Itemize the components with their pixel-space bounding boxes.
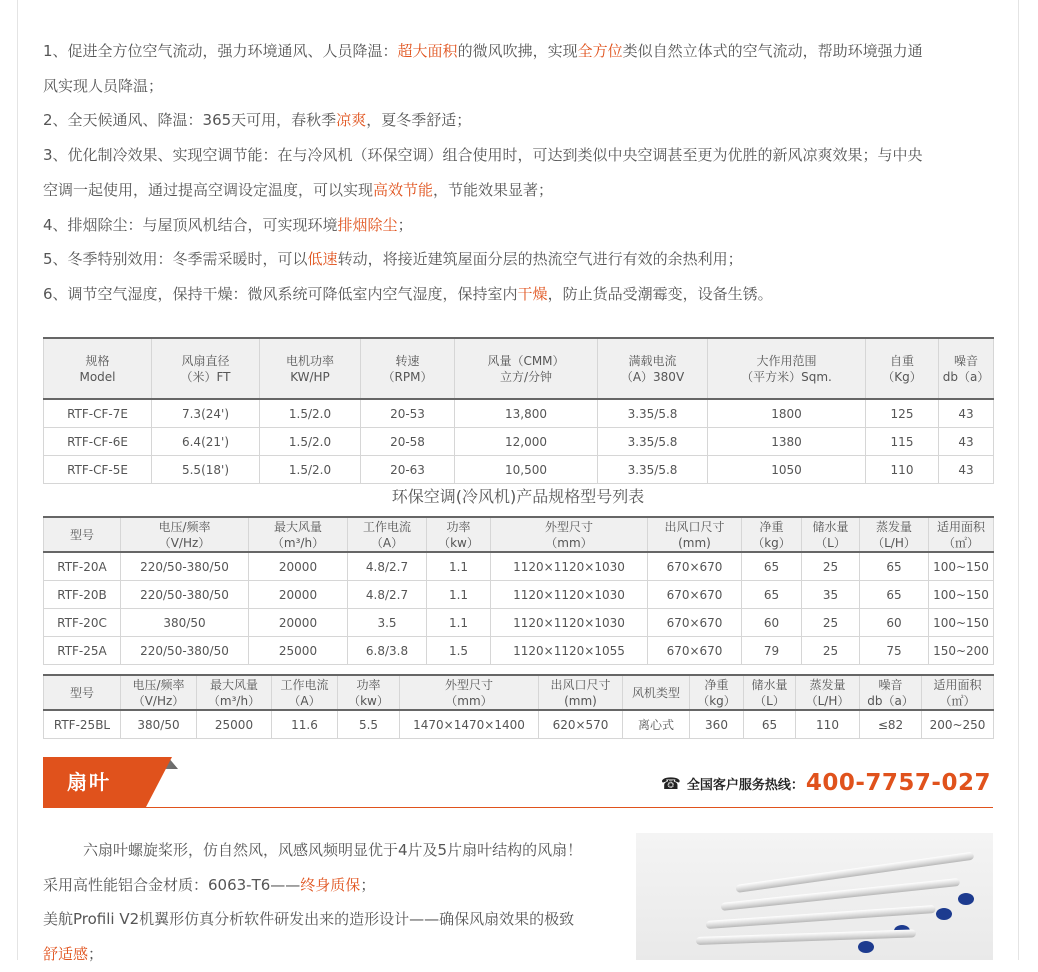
- header-line: 风扇直径: [181, 353, 230, 368]
- header-line: 外型尺寸: [544, 519, 593, 534]
- header-line: （L）: [815, 535, 846, 550]
- header-line: 风机类型: [631, 685, 680, 700]
- t1-header-1: [152, 338, 260, 399]
- table-cell: 75: [860, 637, 929, 665]
- header-line: 储水量: [812, 519, 849, 534]
- t1-header-5: [598, 338, 708, 399]
- fan-blade-image: [636, 833, 993, 960]
- table-cell: 1.5/2.0: [260, 428, 361, 456]
- table-cell: 1.1: [427, 581, 491, 609]
- section-title-tab: 扇叶: [43, 757, 146, 807]
- header-line: 蒸发量: [809, 677, 846, 692]
- table-cell: 60: [742, 609, 802, 637]
- t1-header-7: [866, 338, 939, 399]
- header-line: 电压/频率: [132, 677, 185, 692]
- header-line: 适用面积: [933, 677, 982, 692]
- header-line: 电压/频率: [158, 519, 211, 534]
- table-cell: 670×670: [648, 581, 742, 609]
- table-cell: 380/50: [121, 710, 197, 739]
- header-line: （mm）: [545, 535, 593, 550]
- desc-para-3-cont: 舒适感；: [43, 945, 104, 964]
- header-line: 电机功率: [285, 353, 334, 368]
- header-line: （Kg）: [882, 369, 922, 384]
- header-line: db（a）: [867, 693, 914, 708]
- table-cell: RTF-25BL: [44, 710, 121, 739]
- header-line: 储水量: [751, 677, 788, 692]
- table-cell: 20-63: [361, 456, 455, 484]
- blade-tip-2: [936, 908, 952, 920]
- table-cell: 360: [690, 710, 744, 739]
- table-cell: 43: [939, 399, 994, 428]
- table-cell: 670×670: [648, 552, 742, 581]
- table-cell: 11.6: [272, 710, 338, 739]
- table-cell: 100~150: [929, 609, 994, 637]
- table-cell: 20000: [249, 609, 348, 637]
- t1-header-4: [455, 338, 598, 399]
- t1-header-3: [361, 338, 455, 399]
- table-cell: 3.35/5.8: [598, 399, 708, 428]
- table-cell: 125: [866, 399, 939, 428]
- table-row: [44, 399, 994, 428]
- table-cell: 220/50-380/50: [121, 581, 249, 609]
- blade-4: [696, 929, 916, 945]
- table-cell: 65: [742, 581, 802, 609]
- feature-4: 4、排烟除尘：与屋顶风机结合，可实现环境排烟除尘；: [43, 215, 413, 234]
- cooler-spec-table: [43, 516, 994, 665]
- desc-para-2: 采用高性能铝合金材质：6063-T6——终身质保；: [43, 875, 376, 894]
- t3-header-0: [44, 675, 121, 710]
- blade-description: [43, 833, 623, 972]
- table-cell: 110: [796, 710, 860, 739]
- table-cell: 25000: [197, 710, 272, 739]
- table-cell: 65: [742, 552, 802, 581]
- t3-header-1: [121, 675, 197, 710]
- table-cell: RTF-25A: [44, 637, 121, 665]
- table-cell: 1.1: [427, 609, 491, 637]
- header-line: 净重: [759, 519, 784, 534]
- table-cell: 100~150: [929, 552, 994, 581]
- table-cell: 1.5/2.0: [260, 399, 361, 428]
- table-cell: 1.1: [427, 552, 491, 581]
- table-cell: 12,000: [455, 428, 598, 456]
- table-cell: 25: [802, 609, 860, 637]
- header-line: 外型尺寸: [444, 677, 493, 692]
- table-cell: 1.5: [427, 637, 491, 665]
- table-row: [44, 609, 994, 637]
- table-cell: 1120×1120×1030: [491, 552, 648, 581]
- table-cell: 43: [939, 428, 994, 456]
- table-cell: RTF-CF-7E: [44, 399, 152, 428]
- t3-header-3: [272, 675, 338, 710]
- header-line: （kw）: [348, 693, 389, 708]
- table-cell: 1120×1120×1055: [491, 637, 648, 665]
- table-cell: RTF-20A: [44, 552, 121, 581]
- header-line: 噪音: [878, 677, 903, 692]
- table-cell: RTF-20B: [44, 581, 121, 609]
- table-cell: 20-58: [361, 428, 455, 456]
- table-row: [44, 456, 994, 484]
- table-cell: 3.5: [348, 609, 427, 637]
- t2-header-2: [249, 517, 348, 552]
- header-line: 大作用范围: [756, 353, 817, 368]
- table-cell: 65: [860, 552, 929, 581]
- table-cell: 10,500: [455, 456, 598, 484]
- table-cell: 25: [802, 552, 860, 581]
- header-line: 适用面积: [936, 519, 985, 534]
- table-cell: 3.35/5.8: [598, 456, 708, 484]
- table-cell: RTF-CF-6E: [44, 428, 152, 456]
- t1-header-8: [939, 338, 994, 399]
- cooler-table-title: 环保空调(冷风机)产品规格型号列表: [391, 487, 645, 506]
- header-line: 型号: [69, 527, 94, 542]
- table-cell: 670×670: [648, 637, 742, 665]
- feature-list: [43, 34, 993, 312]
- table-cell: 5.5: [338, 710, 400, 739]
- feature-1: 1、促进全方位空气流动，强力环境通风、人员降温：超大面积的微风吹拂，实现全方位类似自然立体式的空气流动，帮助环境强力通: [43, 42, 923, 60]
- header-line: （A）: [288, 693, 321, 708]
- t1-header-6: [708, 338, 866, 399]
- blade-tip-1: [958, 893, 974, 905]
- t1-header-2: [260, 338, 361, 399]
- header-line: Model: [79, 369, 116, 384]
- header-line: 型号: [69, 685, 94, 700]
- table-cell: 670×670: [648, 609, 742, 637]
- phone-icon: ☎: [660, 773, 681, 793]
- table-cell: RTF-20C: [44, 609, 121, 637]
- header-line: KW/HP: [290, 369, 330, 384]
- t2-header-5: [491, 517, 648, 552]
- t2-header-7: [742, 517, 802, 552]
- table-cell: 20-53: [361, 399, 455, 428]
- table-cell: 79: [742, 637, 802, 665]
- header-line: 出风口尺寸: [550, 677, 611, 692]
- feature-3-cont: 空调一起使用，通过提高空调设定温度，可以实现高效节能，节能效果显著；: [43, 180, 554, 199]
- table-row: [44, 428, 994, 456]
- header-line: （㎡）: [939, 693, 976, 708]
- header-line: 工作电流: [280, 677, 329, 692]
- table-cell: 4.8/2.7: [348, 581, 427, 609]
- t3-header-4: [338, 675, 400, 710]
- t2-header-10: [929, 517, 994, 552]
- table-row: [44, 637, 994, 665]
- header-line: 净重: [704, 677, 729, 692]
- header-line: 自重: [889, 353, 914, 368]
- header-line: 规格: [85, 353, 110, 368]
- table-cell: 100~150: [929, 581, 994, 609]
- table-cell: 150~200: [929, 637, 994, 665]
- header-line: 出风口尺寸: [664, 519, 725, 534]
- header-line: （m³/h）: [207, 693, 261, 708]
- table-cell: 115: [866, 428, 939, 456]
- table-cell: 380/50: [121, 609, 249, 637]
- table-cell: 620×570: [539, 710, 623, 739]
- header-line: （㎡）: [942, 535, 979, 550]
- header-line: (mm): [678, 535, 711, 550]
- table-cell: 5.5(18'): [152, 456, 260, 484]
- table-cell: 6.4(21'): [152, 428, 260, 456]
- section-header: [43, 757, 993, 808]
- table-cell: 43: [939, 456, 994, 484]
- table-cell: 1050: [708, 456, 866, 484]
- header-line: （L/H）: [872, 535, 916, 550]
- table-cell: 1380: [708, 428, 866, 456]
- table-cell: 1120×1120×1030: [491, 581, 648, 609]
- table-cell: 13,800: [455, 399, 598, 428]
- header-line: （RPM）: [382, 369, 433, 384]
- table-row: [44, 552, 994, 581]
- table-cell: 1120×1120×1030: [491, 609, 648, 637]
- t3-header-11: [860, 675, 922, 710]
- table-cell: 1470×1470×1400: [400, 710, 539, 739]
- header-line: 工作电流: [362, 519, 411, 534]
- header-line: （V/Hz）: [132, 693, 185, 708]
- t2-header-4: [427, 517, 491, 552]
- header-line: 满载电流: [628, 353, 677, 368]
- header-line: （mm）: [445, 693, 493, 708]
- table-cell: 1800: [708, 399, 866, 428]
- feature-6: 6、调节空气湿度，保持干燥：微风系统可降低室内空气湿度，保持室内干燥，防止货品受潮霉变，设备生锈。: [43, 284, 773, 303]
- table-cell: 7.3(24'): [152, 399, 260, 428]
- table-cell: 35: [802, 581, 860, 609]
- table-row: [44, 581, 994, 609]
- header-line: （L）: [754, 693, 785, 708]
- t3-header-9: [744, 675, 796, 710]
- t2-header-8: [802, 517, 860, 552]
- t1-header-0: [44, 338, 152, 399]
- t3-header-7: [623, 675, 690, 710]
- feature-3: 3、优化制冷效果、实现空调节能：在与冷风机（环保空调）组合使用时，可达到类似中央空调甚至更为优胜的新风凉爽效果；与中央: [43, 146, 923, 165]
- table-cell: 20000: [249, 552, 348, 581]
- header-line: （平方米）Sqm.: [741, 369, 832, 384]
- table-cell: 离心式: [623, 710, 690, 739]
- t3-header-8: [690, 675, 744, 710]
- t2-header-0: [44, 517, 121, 552]
- header-line: （A）380V: [620, 369, 685, 384]
- cooler-spec-table-2: [43, 674, 994, 739]
- header-line: 立方/分钟: [499, 369, 553, 384]
- fan-spec-table: [43, 337, 994, 484]
- header-line: 功率: [356, 677, 381, 692]
- t2-header-3: [348, 517, 427, 552]
- feature-2: 2、全天候通风、降温：365天可用，春秋季凉爽，夏冬季舒适；: [43, 111, 472, 130]
- table-cell: 65: [744, 710, 796, 739]
- t3-header-10: [796, 675, 860, 710]
- table-cell: 200~250: [922, 710, 994, 739]
- table-cell: 6.8/3.8: [348, 637, 427, 665]
- header-line: （V/Hz）: [158, 535, 211, 550]
- hotline-label: 全国客户服务热线：: [686, 777, 804, 793]
- feature-1-cont: 风实现人员降温；: [43, 76, 164, 95]
- desc-para-1: 六扇叶螺旋桨形，仿自然风，风感风频明显优于4片及5片扇叶结构的风扇！: [83, 841, 583, 859]
- header-line: （米）FT: [180, 369, 231, 384]
- table-cell: 110: [866, 456, 939, 484]
- header-line: (mm): [564, 693, 597, 708]
- table-cell: 4.8/2.7: [348, 552, 427, 581]
- header-line: （kg）: [752, 535, 791, 550]
- t3-header-12: [922, 675, 994, 710]
- table-cell: 25000: [249, 637, 348, 665]
- table-cell: 220/50-380/50: [121, 552, 249, 581]
- header-line: 转速: [395, 353, 420, 368]
- t3-header-6: [539, 675, 623, 710]
- t2-header-9: [860, 517, 929, 552]
- table-cell: 65: [860, 581, 929, 609]
- blade-tip-4: [858, 941, 874, 953]
- header-line: （kg）: [697, 693, 736, 708]
- t3-header-5: [400, 675, 539, 710]
- table-cell: 20000: [249, 581, 348, 609]
- desc-para-3: 美航Profili V2机翼形仿真分析软件研发出来的造形设计——确保风扇效果的极致: [43, 910, 575, 929]
- header-line: （m³/h）: [271, 535, 325, 550]
- table-row: [44, 710, 994, 739]
- t3-header-2: [197, 675, 272, 710]
- header-line: 噪音: [953, 353, 978, 368]
- table-cell: 60: [860, 609, 929, 637]
- table-cell: 220/50-380/50: [121, 637, 249, 665]
- header-line: 最大风量: [209, 677, 258, 692]
- table-cell: 3.35/5.8: [598, 428, 708, 456]
- t2-header-6: [648, 517, 742, 552]
- table-cell: ≤82: [860, 710, 922, 739]
- table-cell: 25: [802, 637, 860, 665]
- tab-tail: [146, 757, 172, 807]
- header-line: db（a）: [942, 369, 990, 384]
- header-line: （L/H）: [805, 693, 850, 708]
- table-cell: RTF-CF-5E: [44, 456, 152, 484]
- header-line: 功率: [446, 519, 471, 534]
- t2-header-1: [121, 517, 249, 552]
- table-cell: 1.5/2.0: [260, 456, 361, 484]
- hotline: [661, 765, 991, 801]
- header-line: 最大风量: [273, 519, 322, 534]
- content-page: [17, 0, 1019, 964]
- feature-5: 5、冬季特别效用：冬季需采暖时，可以低速转动，将接近建筑屋面分层的热流空气进行有效的余热利用；: [43, 250, 743, 269]
- header-line: 蒸发量: [875, 519, 912, 534]
- header-line: （A）: [370, 535, 404, 550]
- header-line: 风量（CMM）: [487, 353, 565, 368]
- hotline-number[interactable]: 400-7757-027: [805, 770, 991, 796]
- header-line: （kw）: [438, 535, 479, 550]
